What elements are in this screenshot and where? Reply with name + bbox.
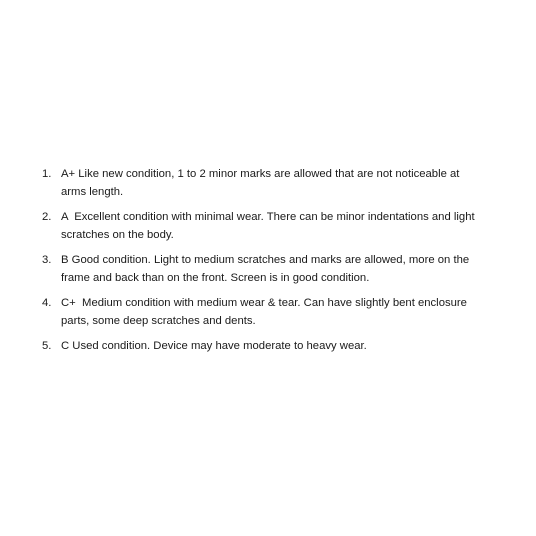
list-item-number: 2. bbox=[42, 211, 52, 223]
list-item-number: 4. bbox=[42, 297, 52, 309]
list-item-number: 1. bbox=[42, 168, 52, 180]
list-item-text: A+ Like new condition, 1 to 2 minor marks are allowed that are not noticeable at arms length. bbox=[61, 168, 463, 198]
list-item bbox=[42, 165, 482, 201]
list-item bbox=[42, 208, 482, 244]
list-item-text: B Good condition. Light to medium scratches and marks are allowed, more on the frame and back than on the front. Screen is in good condition. bbox=[61, 254, 473, 284]
list-item-number: 5. bbox=[42, 340, 52, 352]
list-item bbox=[42, 294, 482, 330]
list-item bbox=[42, 251, 482, 287]
list-item-number: 3. bbox=[42, 254, 52, 266]
condition-grade-list bbox=[42, 165, 482, 362]
list-item bbox=[42, 337, 482, 355]
list-item-text: A Excellent condition with minimal wear. There can be minor indentations and light scratches on the body. bbox=[61, 211, 478, 241]
list-item-text: C+ Medium condition with medium wear & tear. Can have slightly bent enclosure parts, some deep scratches and dents. bbox=[61, 297, 471, 327]
list-item-text: C Used condition. Device may have moderate to heavy wear. bbox=[61, 340, 367, 352]
